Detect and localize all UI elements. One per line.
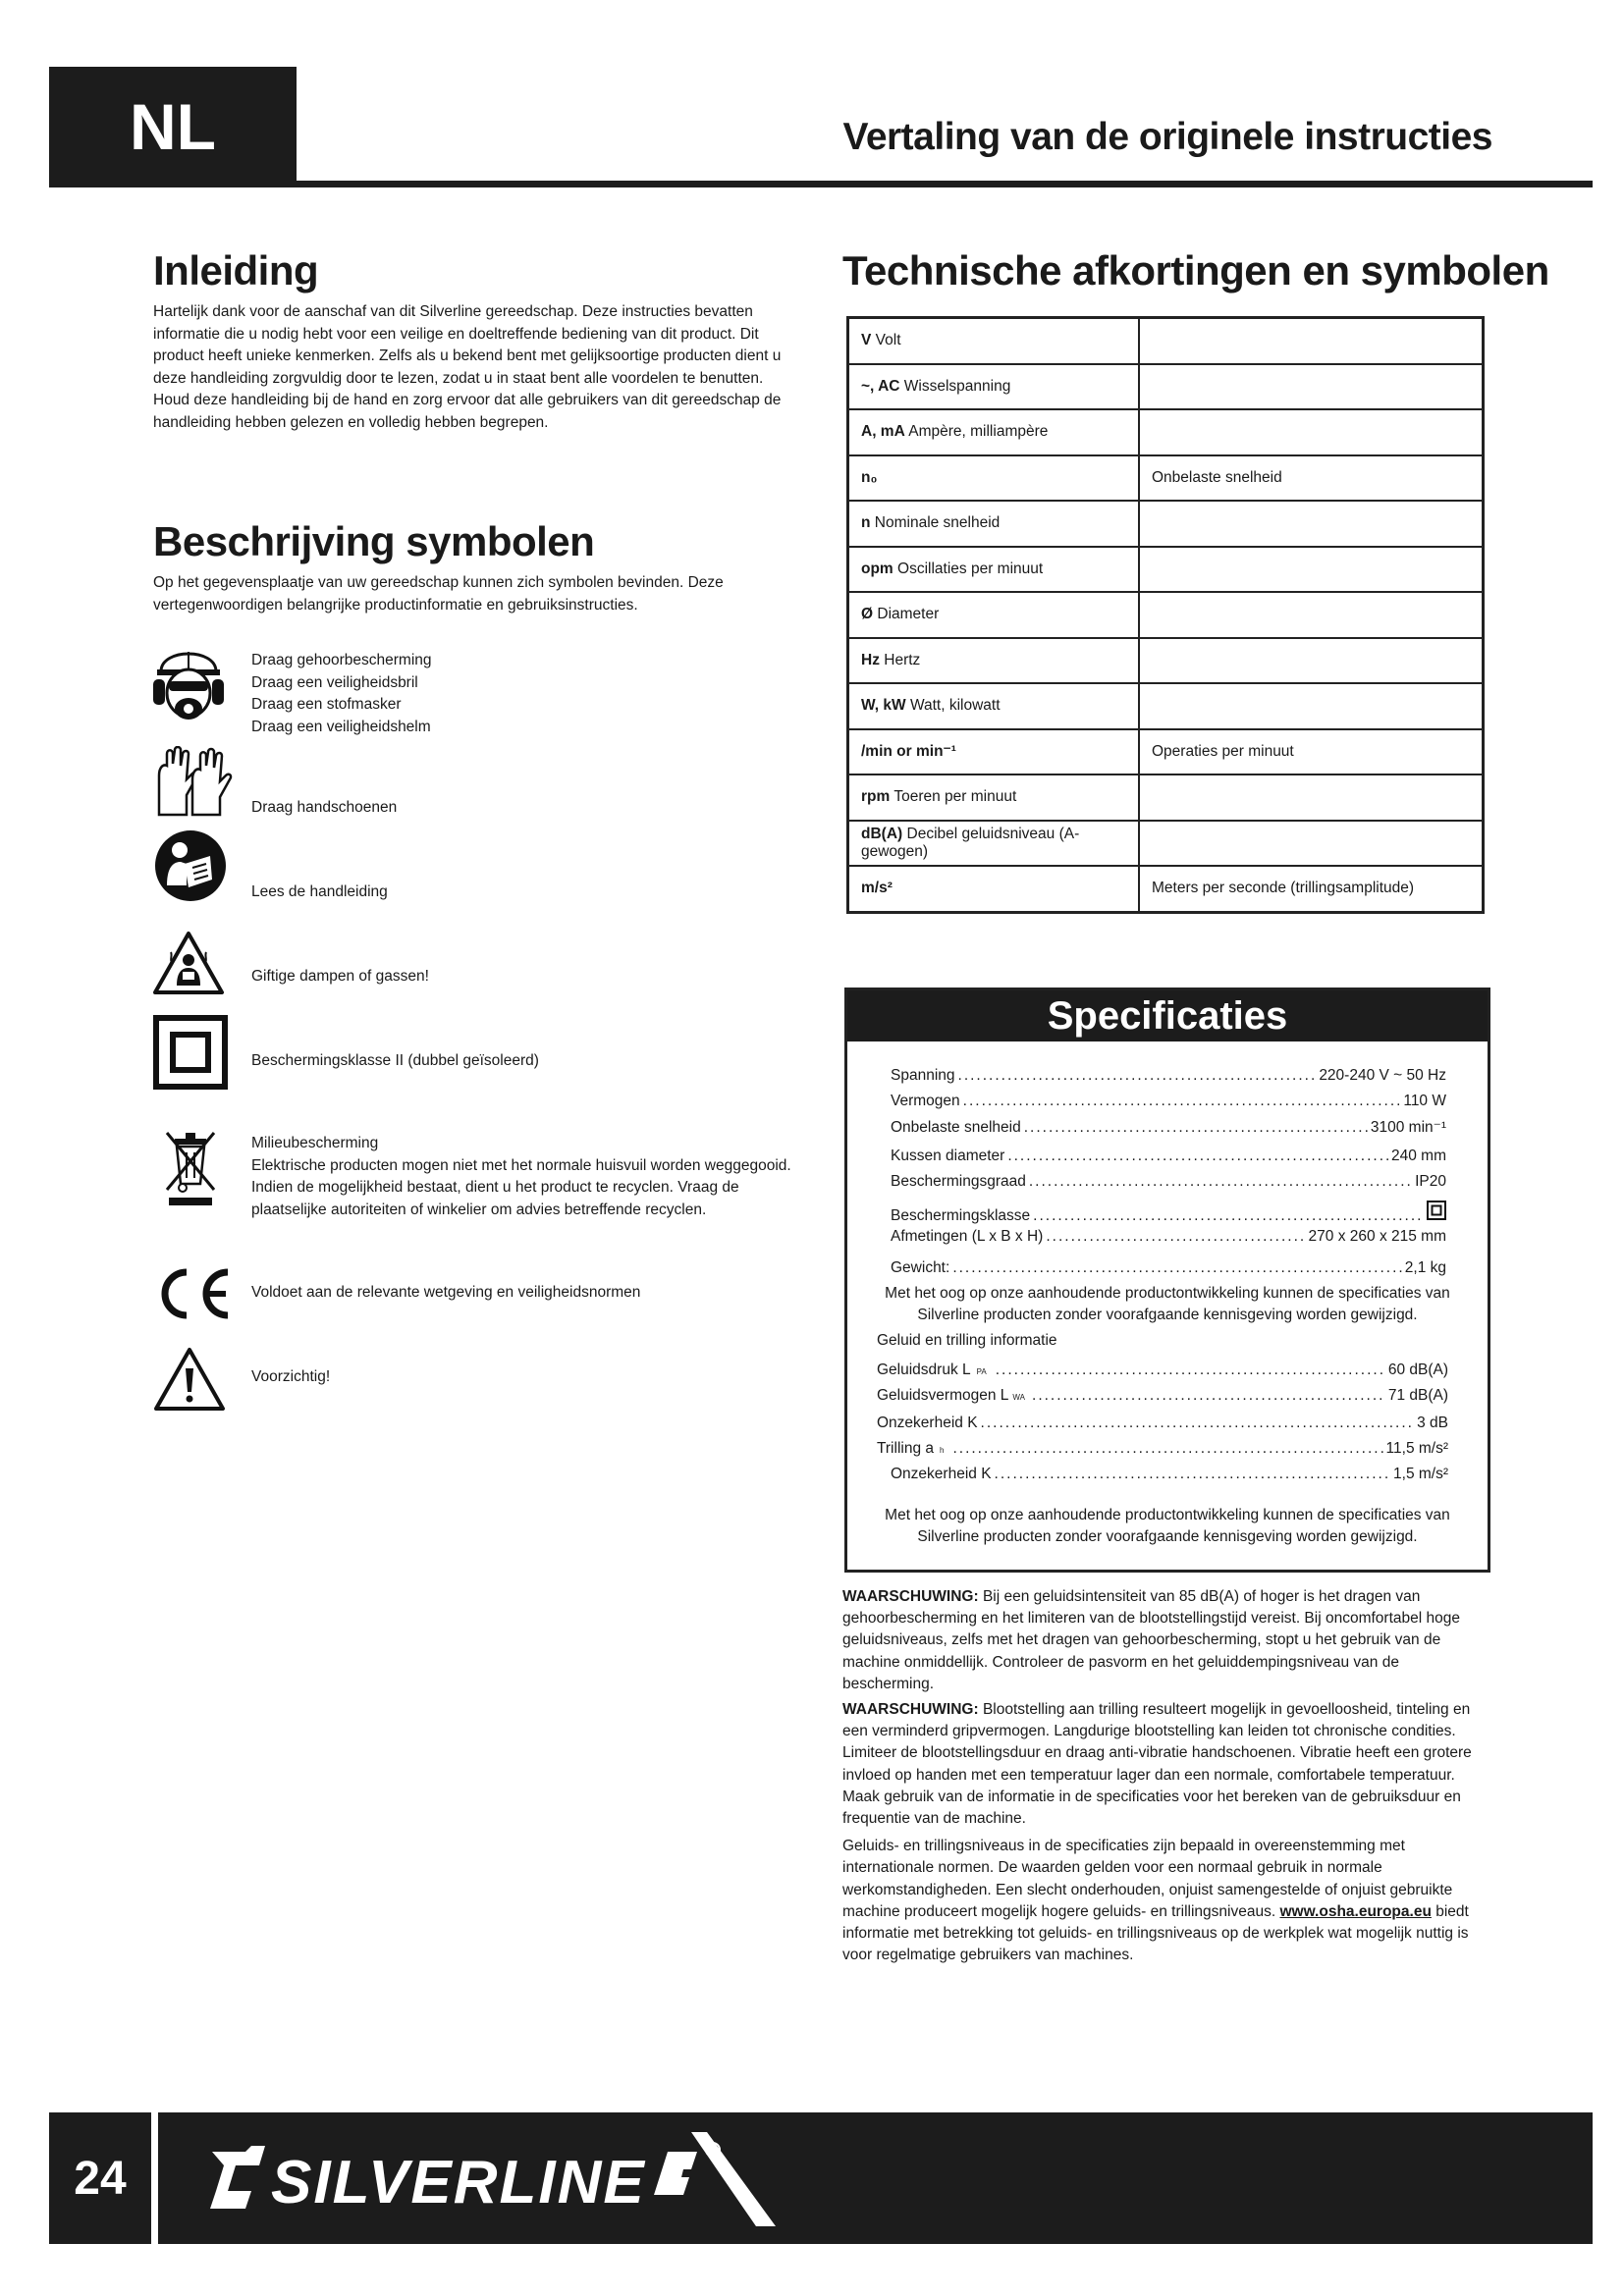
header-rule — [49, 181, 1593, 187]
abbreviation-cell — [848, 729, 1140, 775]
noise-value: 71 dB(A) — [1387, 1387, 1448, 1404]
spec-value: 240 mm — [1391, 1148, 1446, 1164]
footer-divider — [151, 2112, 158, 2244]
symbol-line: Voorzichtig! — [251, 1368, 331, 1385]
symbol-text-double-insulation — [251, 1050, 801, 1073]
noise-value: 11,5 m/s² — [1385, 1440, 1448, 1457]
abbreviation-right-cell — [1139, 501, 1484, 547]
abbreviation-right-cell — [1139, 592, 1484, 638]
intro-text: Hartelijk dank voor de aanschaf van dit Silverline gereedschap. Deze instructies bevatten informatie die u nodig hebt voor een veilige en doeltreffende bediening van dit product. Dit product heeft unieke kenmerken. Zelfs als u bekend bent met gelijksoortige producten dient u deze handleiding zorgvuldig door te lezen, zodat u in staat bent alle voordelen te benutten. Houd deze handleiding bij de hand en zorg ervoor dat alle gebruikers van dit gereedschap de handleiding hebben gelezen en volledig hebben begrepen. — [153, 303, 782, 431]
abbreviation: Hz — [861, 651, 880, 668]
noise-value: 3 dB — [1417, 1415, 1448, 1431]
language-code: NL — [130, 90, 216, 163]
symbol-line: Giftige dampen of gassen! — [251, 968, 429, 985]
abbreviation: A, mA — [861, 423, 905, 441]
noise-value: 60 dB(A) — [1387, 1362, 1448, 1378]
spec-row — [891, 1201, 1446, 1225]
symbol-line: Draag een stofmasker — [251, 696, 402, 713]
spec-value: 110 W — [1403, 1093, 1446, 1109]
abbreviation-cell — [848, 774, 1140, 821]
osha-link[interactable]: www.osha.europa.eu — [1279, 1902, 1432, 1920]
abbreviation-meaning: Wisselspanning — [903, 377, 1011, 395]
noise-heading: Geluid en trilling informatie — [877, 1332, 1057, 1349]
specifications-box — [844, 988, 1490, 1573]
abbreviation-right-cell — [1139, 774, 1484, 821]
abbreviation-row — [848, 364, 1484, 410]
noise-subscript: WA — [1012, 1393, 1026, 1402]
symbol-line: Draag een veiligheidshelm — [251, 718, 431, 735]
noise-subscript: h — [940, 1446, 945, 1455]
gloves-icon — [153, 746, 234, 824]
symbol-line: Voldoet aan de relevante wetgeving en veiligheidsnormen — [251, 1284, 641, 1301]
warning-text: Blootstelling aan trilling resulteert mogelijk in gevoelloosheid, tinteling en een verminderd gripvermogen. Langdurige blootstelling kan leiden tot chronische condities. Limiteer de blootstellingsduur en draag anti-vibratie handschoenen. Vibratie heeft een grotere invloed op handen met een temperatuur lager dan een normale, comfortabele temperatuur. Maak gebruik van de informatie in de specificaties voor het bereken van de gebruiksduur en frequentie van de machine. — [842, 1701, 1472, 1828]
noise-label: Geluidsvermogen L — [877, 1387, 1009, 1404]
abbreviation-cell — [848, 866, 1140, 912]
symbol-text-weee — [251, 1133, 801, 1221]
tech-heading: Technische afkortingen en symbolen — [842, 247, 1549, 294]
spec-note: Met het oog op onze aanhoudende productontwikkeling kunnen de specificaties van Silverline producten zonder voorafgaande kennisgeving worden gewijzigd. — [885, 1285, 1450, 1323]
spec-label: Onbelaste snelheid — [891, 1119, 1021, 1136]
abbreviation-right-cell — [1139, 318, 1484, 364]
symbol-line: Draag handschoenen — [251, 799, 398, 816]
abbreviation-row — [848, 409, 1484, 455]
abbreviation: W, kW — [861, 697, 906, 715]
abbreviation-row — [848, 318, 1484, 364]
spec-label: Beschermingsklasse — [891, 1207, 1031, 1224]
noise-value: 1,5 m/s² — [1393, 1466, 1448, 1482]
abbreviation-meaning: Nominale snelheid — [874, 514, 1001, 532]
page-title: Vertaling van de originele instructies — [842, 116, 1492, 158]
noise-label: Geluidsdruk L — [877, 1362, 971, 1378]
abbreviation-right-cell — [1139, 364, 1484, 410]
ce-mark-icon — [153, 1266, 232, 1326]
page-number: 24 — [74, 2152, 127, 2205]
noise-row — [877, 1387, 1448, 1405]
spec-row — [891, 1228, 1446, 1246]
double-insulation-icon — [153, 1015, 228, 1095]
abbreviation-meaning: Volt — [875, 332, 901, 349]
abbreviation-right-cell: Operaties per minuut — [1139, 729, 1484, 775]
abbreviation: /min or min⁻¹ — [861, 743, 956, 761]
abbreviation-row — [848, 866, 1484, 912]
double-insulation-icon — [1427, 1201, 1446, 1225]
symbol-line: Milieubescherming — [251, 1135, 379, 1151]
abbreviation-right-cell: Meters per seconde (trillingsamplitude) — [1139, 866, 1484, 912]
warning-vibration — [842, 1699, 1481, 1830]
abbreviation: m/s² — [861, 880, 893, 897]
spec-label: Gewicht: — [891, 1259, 950, 1276]
symbol-text-ce — [251, 1282, 801, 1305]
abbreviation-right-cell — [1139, 638, 1484, 684]
abbreviation-right-cell — [1139, 409, 1484, 455]
abbreviation: n — [861, 514, 871, 532]
toxic-fumes-icon — [153, 931, 224, 1000]
spec-note-2: Met het oog op onze aanhoudende productontwikkeling kunnen de specificaties van Silverline producten zonder voorafgaande kennisgeving worden gewijzigd. — [885, 1507, 1450, 1545]
standards-text-continued: biedt informatie met betrekking tot geluids- en trillingsniveaus op de werkplek wat mogelijk nuttig is voor regelmatige gebruikers van machines. — [842, 1902, 1469, 1964]
abbreviation-meaning: Diameter — [877, 606, 940, 623]
symbol-text-warning — [251, 1366, 801, 1389]
symbol-text-gloves — [251, 797, 801, 820]
noise-label: Onzekerheid K — [891, 1466, 992, 1482]
noise-row — [877, 1440, 1448, 1458]
symbols-heading: Beschrijving symbolen — [153, 518, 595, 564]
abbreviation-row — [848, 547, 1484, 593]
noise-label: Onzekerheid K — [877, 1415, 978, 1431]
abbreviation-row — [848, 592, 1484, 638]
abbreviation: ~, AC — [861, 377, 900, 395]
abbreviation-right-cell — [1139, 547, 1484, 593]
noise-row — [877, 1362, 1448, 1379]
symbol-line: Beschermingsklasse II (dubbel geïsoleerd) — [251, 1052, 539, 1069]
read-manual-icon — [153, 828, 228, 908]
abbreviation-right-cell — [1139, 821, 1484, 867]
abbreviation: Ø — [861, 606, 874, 623]
abbreviation-row — [848, 821, 1484, 867]
standards-text: Geluids- en trillingsniveaus in de specificaties zijn bepaald in overeenstemming met internationale normen. De waarden gelden voor een normaal gebruik in normale werkomstandigheden. Een slecht onderhouden, onjuist samengestelde of onjuist gebruikte machine produceert mogelijk hogere geluids- en trillingsniveaus. — [842, 1838, 1453, 1920]
noise-row — [877, 1415, 1448, 1432]
protective-gear-icon — [153, 638, 224, 727]
abbreviation-cell — [848, 638, 1140, 684]
spec-value: IP20 — [1415, 1173, 1446, 1190]
brand-name: SILVERLINE — [271, 2149, 646, 2216]
noise-row — [891, 1466, 1448, 1483]
standards-paragraph — [842, 1836, 1481, 1966]
abbreviation: opm — [861, 560, 893, 577]
abbreviation-cell — [848, 455, 1140, 502]
symbols-intro: Op het gegevensplaatje van uw gereedschap kunnen zich symbolen bevinden. Deze vertegenwoordigen belangrijke productinformatie en gebruiksinstructies. — [153, 574, 724, 614]
abbreviation: V — [861, 332, 872, 349]
spec-value: 3100 min⁻¹ — [1370, 1119, 1446, 1136]
abbreviation-meaning: Hertz — [884, 651, 921, 668]
warning-text: Bij een geluidsintensiteit van 85 dB(A) of hoger is het dragen van gehoorbescherming en het limiteren van de blootstellingstijd vereist. Bij oncomfortabel hoge geluidsniveaus, zelfs met het dragen van gehoorbescherming, stopt u het gebruik van de machine onmiddellijk. Controleer de pasvorm en het geluiddempingsniveau van de bescherming. — [842, 1588, 1460, 1692]
noise-subscript: PA — [976, 1367, 987, 1376]
spec-label: Vermogen — [891, 1093, 960, 1109]
noise-label: Trilling a — [877, 1440, 934, 1457]
weee-bin-icon — [163, 1129, 218, 1212]
abbreviation-cell — [848, 501, 1140, 547]
symbol-line: Elektrische producten mogen niet met het normale huisvuil worden weggegooid. Indien de mogelijkheid bestaat, dient u het product te recyclen. Vraag de plaatselijke autoriteiten of winkelier om advies betreffende recyclen. — [251, 1156, 791, 1218]
symbol-text-read-manual — [251, 881, 801, 904]
spec-value: 2,1 kg — [1404, 1259, 1446, 1276]
abbreviation-cell — [848, 821, 1140, 867]
spec-label: Beschermingsgraad — [891, 1173, 1026, 1190]
symbol-line: Draag een veiligheidsbril — [251, 673, 418, 691]
abbreviation-cell — [848, 547, 1140, 593]
warning-triangle-icon — [153, 1347, 226, 1416]
language-badge — [49, 67, 297, 187]
symbol-line: Lees de handleiding — [251, 883, 388, 900]
abbreviation: n₀ — [861, 468, 878, 486]
warning-label: WAARSCHUWING: — [842, 1588, 979, 1605]
abbreviation-row — [848, 774, 1484, 821]
abbreviation: rpm — [861, 788, 891, 806]
spec-row — [891, 1173, 1446, 1191]
warning-noise — [842, 1586, 1481, 1695]
spec-label: Spanning — [891, 1067, 955, 1084]
abbreviation-cell — [848, 364, 1140, 410]
abbreviation-right-cell: Onbelaste snelheid — [1139, 455, 1484, 502]
spec-row — [891, 1118, 1446, 1137]
spec-row — [891, 1259, 1446, 1277]
abbreviation-row — [848, 455, 1484, 502]
abbreviation-meaning: Ampère, milliampère — [908, 423, 1049, 441]
abbreviations-table — [846, 316, 1485, 914]
abbreviation-cell — [848, 409, 1140, 455]
abbreviation-meaning: Oscillaties per minuut — [897, 560, 1044, 577]
abbreviation-row — [848, 683, 1484, 729]
abbreviation-meaning: Toeren per minuut — [893, 788, 1017, 806]
symbol-line: Draag gehoorbescherming — [251, 652, 432, 668]
spec-row — [891, 1093, 1446, 1110]
symbol-text-protective-gear — [251, 650, 801, 738]
abbreviation-right-cell — [1139, 683, 1484, 729]
abbreviation-cell — [848, 592, 1140, 638]
abbreviation-row — [848, 501, 1484, 547]
spec-value: 220-240 V ~ 50 Hz — [1319, 1067, 1446, 1084]
symbol-text-toxic-fumes — [251, 966, 801, 988]
specifications-heading: Specificaties — [847, 990, 1488, 1041]
abbreviation-row — [848, 729, 1484, 775]
spec-label: Kussen diameter — [891, 1148, 1005, 1164]
spec-row — [891, 1067, 1446, 1085]
warnings-section — [842, 1586, 1481, 1970]
abbreviation-meaning: Watt, kilowatt — [909, 697, 1001, 715]
abbreviation: dB(A) — [861, 825, 903, 842]
silverline-logo — [206, 2132, 776, 2231]
abbreviation-meaning: Decibel geluidsniveau (A-gewogen) — [861, 825, 1080, 860]
abbreviation-cell — [848, 318, 1140, 364]
abbreviation-cell — [848, 683, 1140, 729]
warning-label: WAARSCHUWING: — [842, 1701, 979, 1719]
spec-row — [891, 1148, 1446, 1165]
abbreviation-row — [848, 638, 1484, 684]
spec-label: Afmetingen (L x B x H) — [891, 1228, 1044, 1245]
intro-heading: Inleiding — [153, 247, 319, 294]
spec-value: 270 x 260 x 215 mm — [1308, 1228, 1446, 1245]
